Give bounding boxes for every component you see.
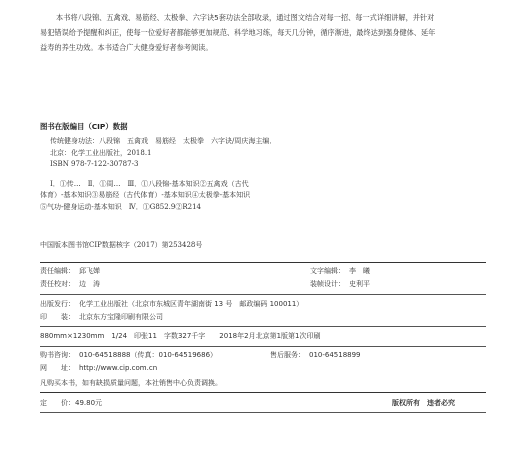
description-line-3: 益寿的养生功效。本书适合广大健身爱好者参考阅读。 [40, 43, 213, 52]
printer-row [40, 312, 163, 322]
text-editor-label: 文字编辑： [310, 267, 345, 275]
cip-number: 中国版本图书馆CIP数据核字（2017）第253428号 [40, 241, 203, 249]
publisher-value: 化学工业出版社（北京市东城区青年湖南街 13 号 邮政编码 100011） [79, 300, 304, 308]
divider-bottom [40, 392, 486, 393]
cip-class-line-2: 体育）-基本知识③易筋经（古代体育）-基本知识④太极拳-基本知识 [40, 191, 251, 199]
responsible-proofreader [40, 279, 100, 289]
divider-specs [40, 346, 486, 347]
cip-heading: 图书在版编目（CIP）数据 [40, 122, 128, 131]
cover-designer [310, 279, 370, 289]
divider-credits [40, 294, 486, 295]
responsible-proofreader-label: 责任校对： [40, 280, 75, 288]
text-editor [310, 266, 370, 276]
exchange-notice: 凡购买本书，如有缺损质量问题，本社销售中心负责调换。 [40, 379, 222, 387]
responsible-editor [40, 266, 100, 276]
responsible-editor-label: 责任编辑： [40, 267, 75, 275]
text-editor-value: 李 曦 [349, 267, 370, 275]
divider-publishing [40, 326, 486, 327]
description-line-2: 易犯错误给予提醒和纠正，使每一位爱好者都能够更加规范、科学地习练，每天几分钟，循序渐进，最终达到强身健体、延年 [40, 28, 436, 37]
purchase-inquiry-value: 010-64518888（传真：010-64519686） [79, 351, 218, 359]
cip-class-line-3: ⑤气功-健身运动-基本知识 Ⅳ．①G852.9②R214 [40, 202, 201, 211]
responsible-proofreader-value: 边 涛 [79, 280, 100, 288]
publisher-label: 出版发行： [40, 300, 75, 308]
cip-isbn-line: ISBN 978-7-122-30787-3 [50, 160, 139, 168]
cip-data-block [40, 136, 300, 213]
website-label: 网 址： [40, 364, 75, 372]
cip-publisher-line: 北京：化学工业出版社，2018.1 [50, 148, 152, 157]
description-line-1: 本书将八段锦、五禽戏、易筋经、太极拳、六字诀5套功法全部收录，通过图文结合对每一招、每一式详细讲解，并针对 [56, 13, 435, 22]
cover-designer-value: 史利平 [349, 280, 370, 288]
website-row [40, 363, 157, 373]
purchase-inquiry-label: 购书咨询： [40, 351, 75, 359]
responsible-editor-value: 邱飞婵 [79, 267, 100, 275]
divider-top [40, 262, 486, 263]
after-sales-value: 010-64518899 [309, 351, 361, 359]
copyright-notice: 版权所有 违者必究 [392, 399, 455, 407]
cover-designer-label: 装帧设计： [310, 280, 345, 288]
after-sales-label: 售后服务： [270, 351, 305, 359]
book-description [40, 10, 486, 55]
cip-title-line: 传统健身功法：八段锦 五禽戏 易筋经 太极拳 六字诀/周庆海主编． [50, 137, 277, 145]
website-value[interactable]: http://www.cip.com.cn [79, 364, 158, 372]
print-specs: 880mm×1230mm 1/24 印张11 字数327千字 2018年2月北京第1版第1次印刷 [40, 332, 321, 340]
price: 定 价：49.80元 [40, 399, 103, 407]
cip-class-line-1: Ⅰ．①传… Ⅱ．①周… Ⅲ．①八段锦-基本知识②五禽戏（古代 [50, 179, 249, 188]
purchase-inquiry [40, 350, 217, 360]
printer-label: 印 装： [40, 313, 75, 321]
printer-value: 北京东方宝隆印刷有限公司 [79, 313, 163, 321]
publisher-row [40, 299, 303, 309]
after-sales-service [270, 350, 361, 360]
divider-footer [40, 412, 486, 413]
